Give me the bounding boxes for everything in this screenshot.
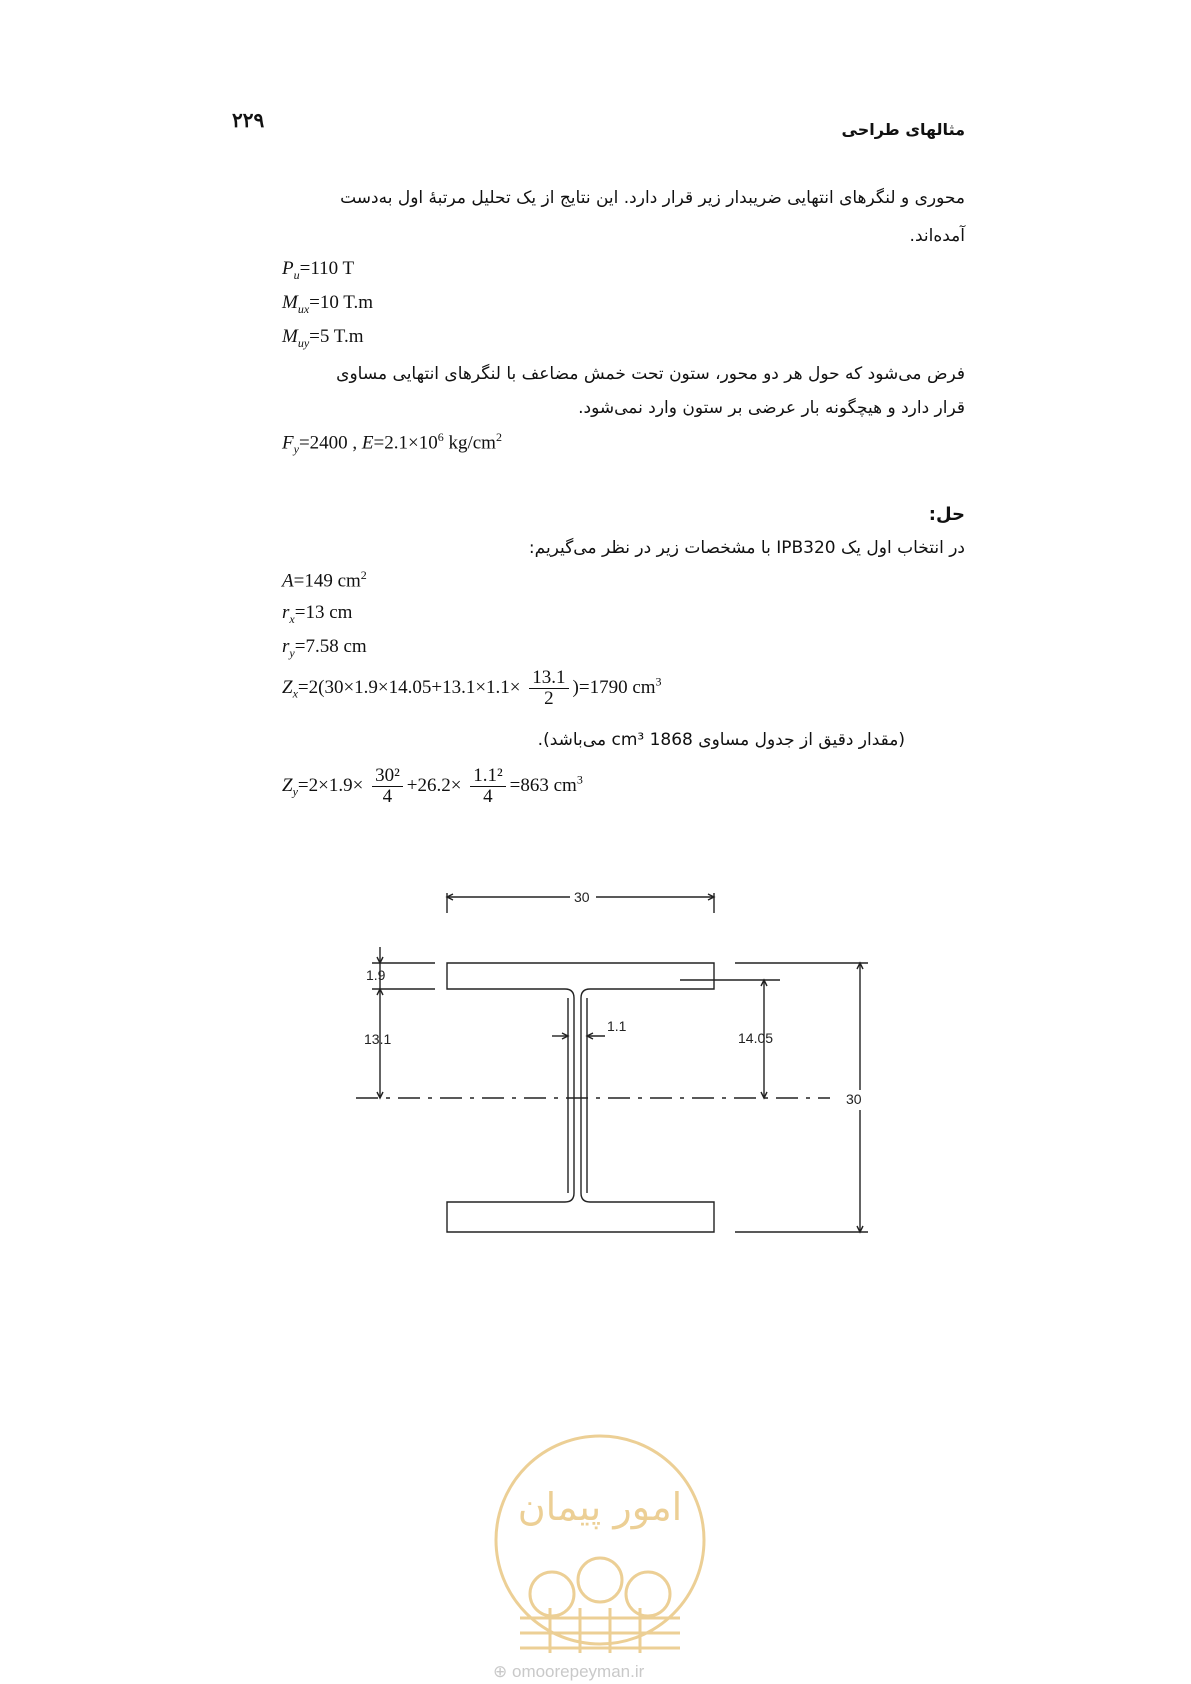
load-mux: $M_{ux}=10$ T.m: [282, 292, 374, 316]
intro-line-1: محوری و لنگرهای انتهایی ضریبدار زیر قرار دارد. این نتایج از یک تحلیل مرتبهٔ اول به‌دست: [340, 188, 965, 208]
assumption-line-1: فرض می‌شود که حول هر دو محور، ستون تحت خمش مضاعف با لنگرهای انتهایی مساوی: [336, 364, 965, 384]
load-pu: $P_u=110$ T: [282, 258, 355, 282]
watermark-logo: [480, 1428, 720, 1678]
dim-flange-width: 30: [574, 889, 590, 905]
running-title: مثالهای طراحی: [841, 120, 965, 139]
solution-heading: حل:: [928, 504, 965, 525]
zy-fraction-1: $\frac{\text{30²}}{4}$: [372, 766, 403, 807]
material-properties: $F_y=2400$ , $E=2.1\times 10^6$ $kg/cm^2$: [282, 430, 502, 457]
exact-value-note: (مقدار دقیق از جدول مساوی 1868 cm³ می‌باشد).: [537, 730, 905, 750]
svg-text:امور پیمان: امور پیمان: [517, 1485, 683, 1529]
assumption-line-2: قرار دارد و هیچگونه بار عرضی بر ستون وارد نمی‌شود.: [578, 398, 965, 418]
globe-icon: ⊕: [493, 1662, 508, 1681]
load-muy: $M_{uy}=5$ T.m: [282, 326, 364, 350]
rx-eq: $r_x=13$ cm: [282, 602, 353, 626]
ry-eq: $r_y=7.58$ cm: [282, 636, 367, 660]
zy-fraction-2: $\frac{\text{1.1²}}{4}$: [470, 766, 505, 807]
zy-eq: $Z_y=2\times 1.9\times$ $\frac{\text{30²}}{4}$ +26.2× $\frac{\text{1.1²}}{4}$ =863 $cm^3$: [282, 765, 583, 807]
intro-line-2: آمده‌اند.: [909, 226, 965, 246]
dim-flange-thickness: 1.9: [366, 967, 386, 983]
dim-centroid-distance: 14.05: [738, 1030, 774, 1046]
zx-fraction: $\frac{13.1}{2}$: [529, 668, 568, 709]
zx-eq: $Z_x=2(30\times 1.9\times 14.05+13.1\times 1.1\times$ $\frac{13.1}{2}$ )=1790 $cm^3$: [282, 667, 662, 709]
watermark-site: ⊕ omoorepeyman.ir: [493, 1662, 645, 1681]
dim-web-half-height: 13.1: [364, 1031, 392, 1047]
dim-total-height: 30: [846, 1091, 862, 1107]
page-number: ۲۲۹: [232, 108, 265, 132]
area-eq: A=149 $cm^2$: [282, 568, 367, 592]
dim-web-thickness: 1.1: [607, 1018, 627, 1034]
selection-text: در انتخاب اول یک IPB‌320 با مشخصات زیر در نظر می‌گیریم:: [528, 538, 965, 558]
